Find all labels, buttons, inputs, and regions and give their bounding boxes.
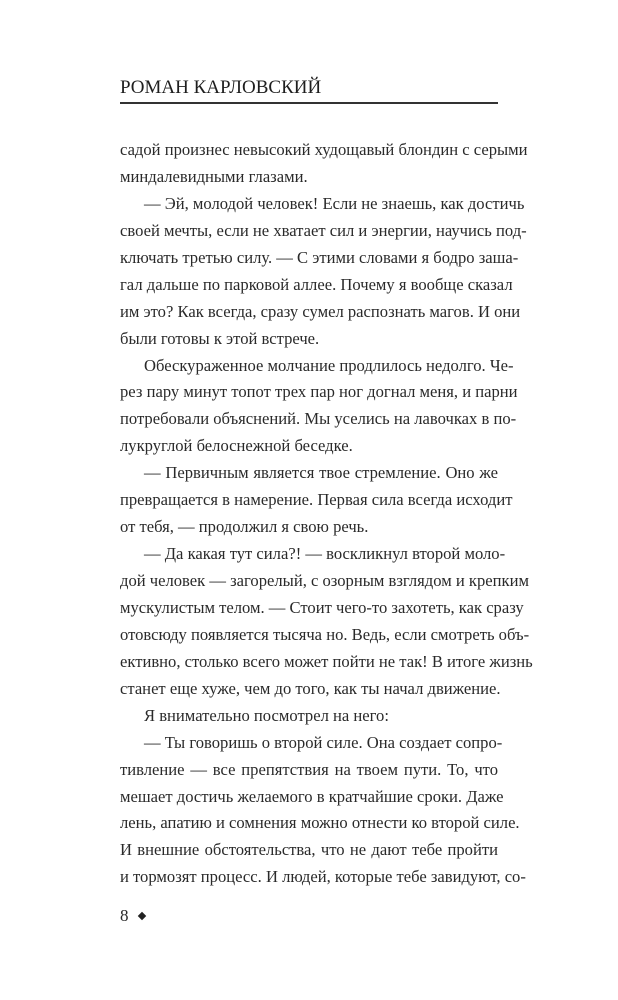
text-line: станет еще хуже, чем до того, как ты начал движение. — [120, 678, 501, 698]
text-line: тивление — все препятствия на твоем пути. То, что — [120, 759, 498, 779]
text-line: лень, апатию и сомнения можно отнести ко второй силе. — [120, 813, 520, 833]
text-line: Я внимательно посмотрел на него: — [144, 705, 389, 725]
text-line: И внешние обстоятельства, что не дают тебе пройти — [120, 840, 498, 860]
text-line: — Эй, молодой человек! Если не знаешь, как достичь — [144, 193, 525, 213]
page-body-text — [120, 137, 533, 891]
running-header — [120, 76, 498, 100]
text-line: были готовы к этой встрече. — [120, 328, 320, 348]
diamond-icon — [137, 912, 145, 920]
author-name: РОМАН КАРЛОВСКИЙ — [120, 77, 322, 98]
text-line: от тебя, — продолжил я свою речь. — [120, 517, 369, 537]
text-line: гал дальше по парковой аллее. Почему я вообще сказал — [120, 274, 513, 294]
text-line: превращается в намерение. Первая сила всегда исходит — [120, 490, 513, 510]
text-line: и тормозят процесс. И людей, которые тебе завидуют, со- — [120, 867, 526, 887]
text-line: — Ты говоришь о второй силе. Она создает сопро- — [144, 732, 503, 752]
text-line: садой произнес невысокий худощавый блондин с серыми — [120, 140, 528, 159]
text-line: Обескураженное молчание продлилось недолго. Че- — [144, 355, 514, 375]
text-line: ключать третью силу. — С этими словами я бодро заша- — [120, 247, 519, 267]
text-line: дой человек — загорелый, с озорным взглядом и крепким — [120, 571, 529, 590]
text-line: лукруглой белоснежной беседке. — [120, 436, 353, 456]
text-line: миндалевидными глазами. — [120, 166, 308, 186]
header-rule — [120, 102, 498, 104]
page-number: 8 — [120, 906, 129, 925]
page-footer — [120, 906, 145, 926]
text-line: рез пару минут топот трех пар ног догнал меня, и парни — [120, 382, 518, 402]
text-line: потребовали объяснений. Мы уселись на лавочках в по- — [120, 409, 517, 429]
text-line: мешает достичь желаемого в кратчайшие сроки. Даже — [120, 786, 504, 806]
text-line: мускулистым телом. — Стоит чего-то захотеть, как сразу — [120, 597, 524, 617]
text-line: — Первичным является твое стремление. Оно же — [144, 463, 498, 483]
text-line: своей мечты, если не хватает сил и энергии, научись под- — [120, 220, 527, 240]
text-line: отовсюду появляется тысяча но. Ведь, если смотреть объ- — [120, 624, 530, 644]
text-line: им это? Как всегда, сразу сумел распознать магов. И они — [120, 301, 521, 321]
text-line: — Да какая тут сила?! — воскликнул второй моло- — [144, 544, 506, 564]
text-line: ективно, столько всего может пойти не так! В итоге жизнь — [120, 651, 533, 671]
